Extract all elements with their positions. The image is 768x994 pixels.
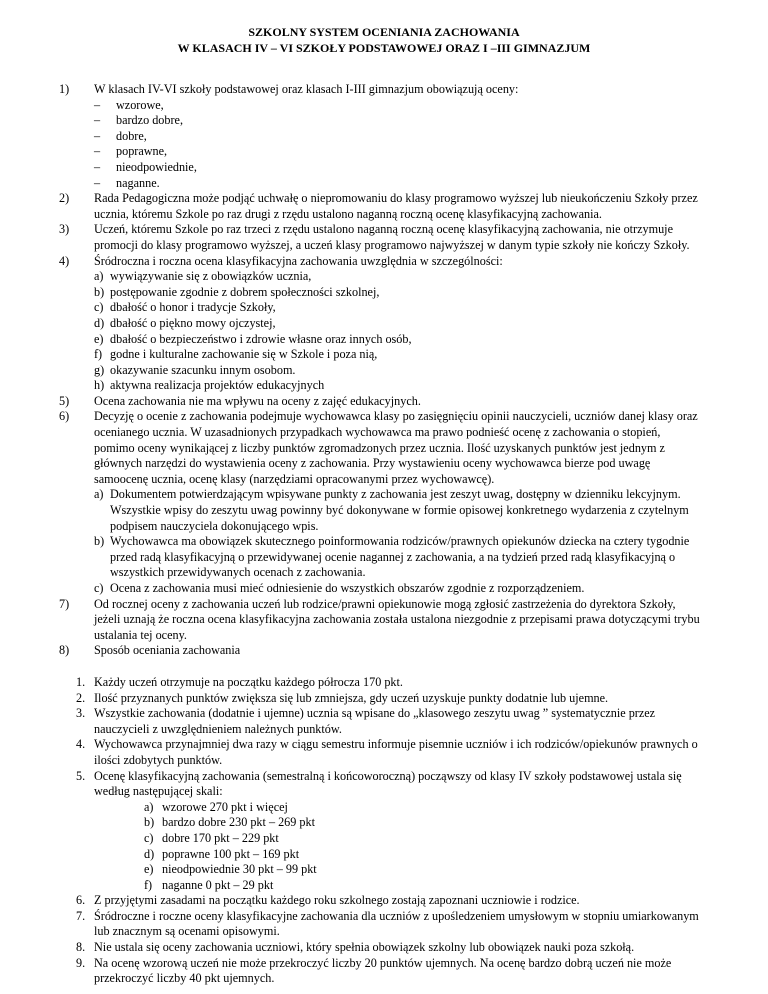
criteria-item: c) dbałość o honor i tradycje Szkoły, bbox=[94, 300, 276, 315]
scoring-rule: 8. Nie ustala się oceny zachowania uczniowi, który spełnia obowiązek szkolny lub obowiązek nauki poza szkołą. bbox=[76, 940, 635, 955]
scoring-rule: 9. Na ocenę wzorową uczeń nie może przekroczyć liczby 20 punktów ujemnych. Na ocenę bardzo dobrą uczeń nie może przekroczyć liczby 40 pkt ujemnych. bbox=[76, 955, 672, 986]
scoring-rule: 1. Każdy uczeń otrzymuje na początku każdego półrocza 170 pkt. bbox=[76, 674, 403, 689]
grade-scale-row: e) nieodpowiednie 30 pkt – 99 pkt bbox=[144, 862, 317, 877]
section-text: Od rocznej oceny z zachowania uczeń lub rodzice/prawni opiekunowie mogą zgłosić zastrzeżenia do dyrektora Szkoły, jeżeli uznają że roczna ocena klasyfikacyjna zachowania została ustalona niezgodnie z przepisami prawa dotyczącymi trybu ustalania tej oceny. bbox=[94, 596, 700, 642]
criteria-item: h) aktywna realizacja projektów edukacyjnych bbox=[94, 378, 325, 393]
grade-scale-row: a) wzorowe 270 pkt i więcej bbox=[144, 799, 288, 814]
document-body bbox=[59, 82, 702, 987]
section-7: 7) Od rocznej oceny z zachowania uczeń lub rodzice/prawni opiekunowie mogą zgłosić zastrzeżenia do dyrektora Szkoły, jeżeli uznają że roczna ocena klasyfikacyjna zachowania została ustalona niezgodnie z przepisami prawa dotyczącymi trybu ustalania tej oceny. bbox=[76, 597, 702, 644]
section-text: W klasach IV-VI szkoły podstawowej oraz klasach I-III gimnazjum obowiązują oceny: bbox=[94, 82, 519, 96]
grade-scale-row: b) bardzo dobre 230 pkt – 269 pkt bbox=[144, 815, 315, 830]
criteria-item: e) dbałość o bezpieczeństwo i zdrowie własne oraz innych osób, bbox=[94, 331, 412, 346]
title-line-2: W KLASACH IV – VI SZKOŁY PODSTAWOWEJ ORAZ I –III GIMNAZJUM bbox=[177, 41, 591, 55]
grade-item: – naganne. bbox=[94, 175, 160, 190]
section-text: Uczeń, któremu Szkole po raz trzeci z rzędu ustalono naganną roczną ocenę klasyfikacyjną zachowania, nie otrzymuje promocji do klasy programowo wyższej, a uczeń klasy programowo najwyższej w danym typie szkoły nie kończy Szkoły. bbox=[94, 222, 690, 252]
scoring-rule: 4. Wychowawca przynajmniej dwa razy w ciągu semestru informuje pisemnie uczniów i ich rodziców/opiekunów prawnych o ilości zdobytych punktów. bbox=[76, 737, 698, 767]
section-5: 5) Ocena zachowania nie ma wpływu na oceny z zajęć edukacyjnych. bbox=[76, 394, 702, 410]
section-text: Ocena zachowania nie ma wpływu na oceny z zajęć edukacyjnych. bbox=[94, 393, 421, 408]
scoring-rule: 6. Z przyjętymi zasadami na początku każdego roku szkolnego zostają zapoznani uczniowie i rodzice. bbox=[76, 893, 580, 908]
scoring-rule: 2. Ilość przyznanych punktów zwiększa się lub zmniejsza, gdy uczeń uzyskuje punkty dodatnie lub ujemne. bbox=[76, 690, 609, 705]
scoring-rule: 3. Wszystkie zachowania (dodatnie i ujemne) ucznia są wpisane do „klasowego zeszytu uwag ” systematycznie przez nauczycieli z uwzględnieniem należnych punktów. bbox=[76, 706, 656, 736]
grade-scale-row: f) naganne 0 pkt – 29 pkt bbox=[144, 877, 274, 892]
criteria-item: a) wywiązywanie się z obowiązków ucznia, bbox=[94, 269, 312, 284]
grade-item: – wzorowe, bbox=[94, 97, 164, 112]
section-text: Decyzję o ocenie z zachowania podejmuje wychowawca klasy po zasięgnięciu opinii nauczycieli, uczniów danej klasy oraz ocenianego ucznia. W uzasadnionych przypadkach wychowawca ma prawo podnieść ocenę z zachowania o stopień, pomimo oceny wynikającej z liczby punktów zgromadzonych przez ucznia. Ilość uzyskanych punktów jest jednym z głównych narzędzi do wystawienia oceny z zachowania. Przy wystawieniu oceny wychowawca bierze pod uwagę samoocenę ucznia, ocenę klasy (narzędziami opracowanymi przez wychowawcę). bbox=[94, 409, 698, 486]
criteria-item: f) godne i kulturalne zachowanie się w Szkole i poza nią, bbox=[94, 347, 378, 362]
section-3: 3) Uczeń, któremu Szkole po raz trzeci z rzędu ustalono naganną roczną ocenę klasyfikacyjną zachowania, nie otrzymuje promocji do klasy programowo wyższej, a uczeń klasy programowo najwyższej w danym typie szkoły nie kończy Szkoły. bbox=[76, 222, 702, 253]
subpoint: c) Ocena z zachowania musi mieć odniesienie do wszystkich obszarów zgodnie z rozporządzeniem. bbox=[94, 581, 585, 595]
section-text: Sposób oceniania zachowania bbox=[94, 643, 241, 658]
criteria-item: d) dbałość o piękno mowy ojczystej, bbox=[94, 315, 276, 330]
section-4: 4) Śródroczna i roczna ocena klasyfikacyjna zachowania uwzględnia w szczególności: a) wywiązywanie się z obowiązków ucznia, b) postępowanie zgodnie z dobrem społeczności szkolnej, c) dbałość o honor i tradycje Szkoły, d) dbałość o piękno mowy ojczystej, e) dbałość o bezpieczeństwo i zdrowie własne oraz innych osób, f) godne i kulturalne zachowanie się w Szkole i poza nią, g) okazywanie szacunku innym osobom. h) aktywna realizacja projektów edukacyjnych bbox=[76, 254, 702, 394]
grade-scale-row: c) dobre 170 pkt – 229 pkt bbox=[144, 830, 279, 845]
section-8: 8) Sposób oceniania zachowania bbox=[76, 643, 702, 659]
section-1: 1) W klasach IV-VI szkoły podstawowej oraz klasach I-III gimnazjum obowiązują oceny: – wzorowe, – bardzo dobre, – dobre, – poprawne, – nieodpowiednie, – naganne. bbox=[76, 82, 702, 191]
grade-scale-row: d) poprawne 100 pkt – 169 pkt bbox=[144, 846, 300, 861]
grade-item: – nieodpowiednie, bbox=[94, 159, 197, 174]
title-line-1: SZKOLNY SYSTEM OCENIANIA ZACHOWANIA bbox=[248, 25, 520, 39]
subpoint: a) Dokumentem potwierdzającym wpisywane punkty z zachowania jest zeszyt uwag, dostępny w dzienniku lekcyjnym. Wszystkie wpisy do zeszytu uwag powinny być dokonywane w formie opisowej konkretnego wydarzenia z czytelnym podpisem nauczyciela dokonującego wpis. bbox=[94, 487, 689, 533]
scoring-rule: 5. Ocenę klasyfikacyjną zachowania (semestralną i końcoworoczną) począwszy od klasy IV szkoły podstawowej ustala się według następującej skali: a) wzorowe 270 pkt i więcej b) bardzo dobre 230 pkt – 269 pkt c) dobre 170 pkt – 229 pkt d) poprawne 100 pkt – 169 pkt e) nieodpowiednie 30 pkt – 99 pkt f) naganne 0 pkt – 29 pkt bbox=[76, 769, 702, 894]
criteria-item: g) okazywanie szacunku innym osobom. bbox=[94, 362, 296, 377]
criteria-item: b) postępowanie zgodnie z dobrem społeczności szkolnej, bbox=[94, 284, 380, 299]
grade-item: – poprawne, bbox=[94, 144, 168, 159]
grade-item: – dobre, bbox=[94, 128, 147, 143]
section-6: 6) Decyzję o ocenie z zachowania podejmuje wychowawca klasy po zasięgnięciu opinii nauczycieli, uczniów danej klasy oraz ocenianego ucznia. W uzasadnionych przypadkach wychowawca ma prawo podnieść ocenę z zachowania o stopień, pomimo oceny wynikającej z liczby punktów zgromadzonych przez ucznia. Ilość uzyskanych punktów jest jednym z głównych narzędzi do wystawienia oceny z zachowania. Przy wystawieniu oceny wychowawca bierze pod uwagę samoocenę ucznia, ocenę klasy (narzędziami opracowanymi przez wychowawcę). a) Dokumentem potwierdzającym wpisywane punkty z zachowania jest zeszyt uwag, dostępny w dzienniku lekcyjnym. Wszystkie wpisy do zeszytu uwag powinny być dokonywane w formie opisowej konkretnego wydarzenia z czytelnym podpisem nauczyciela dokonującego wpis. b) Wychowawca ma obowiązek skutecznego poinformowania rodziców/prawnych opiekunów dziecka na cztery tygodnie przed radą klasyfikacyjną o przewidywanej ocenie nagannej z zachowania, a na tydzień przed radą klasyfikacyjną o wszystkich przewidywanych ocenach z zachowania. c) Ocena z zachowania musi mieć odniesienie do wszystkich obszarów zgodnie z rozporządzeniem. bbox=[76, 409, 702, 596]
grade-scale bbox=[94, 800, 702, 894]
subpoint: b) Wychowawca ma obowiązek skutecznego poinformowania rodziców/prawnych opiekunów dziecka na cztery tygodnie przed radą klasyfikacyjną o przewidywanej ocenie nagannej z zachowania, a na tydzień przed radą klasyfikacyjną o wszystkich przewidywanych ocenach z zachowania. bbox=[94, 534, 690, 580]
document-title bbox=[0, 24, 768, 56]
section-2: 2) Rada Pedagogiczna może podjąć uchwałę o niepromowaniu do klasy programowo wyższej lub nieukończeniu Szkoły przez ucznia, któremu Szkole po raz drugi z rzędu ustalono naganną roczną ocenę klasyfikacyjną zachowania. bbox=[76, 191, 702, 222]
grade-item: – bardzo dobre, bbox=[94, 113, 184, 128]
scoring-rules bbox=[76, 675, 702, 987]
section-text: Śródroczna i roczna ocena klasyfikacyjna zachowania uwzględnia w szczególności: bbox=[94, 253, 503, 268]
scoring-rule: 7. Śródroczne i roczne oceny klasyfikacyjne zachowania dla uczniów z upośledzeniem umysłowym w stopniu umiarkowanym lub znacznym są ocenami opisowymi. bbox=[76, 908, 699, 939]
section-text: Rada Pedagogiczna może podjąć uchwałę o niepromowaniu do klasy programowo wyższej lub nieukończeniu Szkoły przez ucznia, któremu Szkole po raz drugi z rzędu ustalono naganną roczną ocenę klasyfikacyjną zachowania. bbox=[94, 191, 698, 221]
